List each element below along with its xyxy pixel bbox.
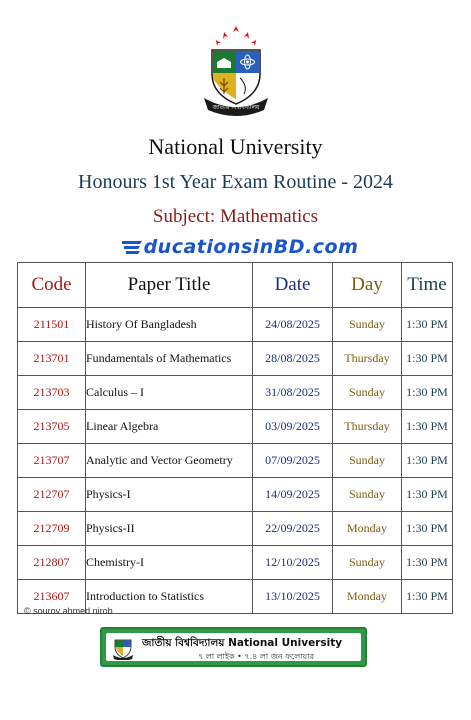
cell-time: 1:30 PM	[402, 546, 453, 580]
exam-routine-title: Honours 1st Year Exam Routine - 2024	[78, 171, 393, 193]
table-row	[18, 546, 453, 580]
cell-title: Introduction to Statistics	[86, 580, 253, 614]
cell-code: 213705	[18, 410, 86, 444]
cell-date: 03/09/2025	[253, 410, 333, 444]
cell-time: 1:30 PM	[402, 342, 453, 376]
cell-day: Sunday	[333, 444, 402, 478]
cell-title: Chemistry-I	[86, 546, 253, 580]
cell-code: 212807	[18, 546, 86, 580]
table-row	[18, 308, 453, 342]
cell-title: Calculus – I	[86, 376, 253, 410]
cell-code: 213607	[18, 580, 86, 614]
cell-day: Monday	[333, 580, 402, 614]
cell-date: 13/10/2025	[253, 580, 333, 614]
cell-day: Sunday	[333, 478, 402, 512]
cell-day: Thursday	[333, 342, 402, 376]
cell-title: Physics-I	[86, 478, 253, 512]
cell-day: Sunday	[333, 376, 402, 410]
cell-date: 12/10/2025	[253, 546, 333, 580]
table-row	[18, 444, 453, 478]
watermark-text: ducationsinBD.com	[143, 236, 359, 258]
cell-date: 31/08/2025	[253, 376, 333, 410]
cell-day: Sunday	[333, 546, 402, 580]
cell-code: 212707	[18, 478, 86, 512]
national-university-seal-icon	[198, 22, 274, 118]
cell-title: History Of Bangladesh	[86, 308, 253, 342]
header-date: Date	[253, 263, 333, 308]
cell-date: 22/09/2025	[253, 512, 333, 546]
header-paper-title: Paper Title	[86, 263, 253, 308]
stylized-E-icon	[122, 239, 144, 255]
national-university-seal-icon	[112, 636, 134, 660]
educationsinbd-watermark	[110, 236, 370, 262]
cell-time: 1:30 PM	[402, 376, 453, 410]
cell-time: 1:30 PM	[402, 478, 453, 512]
author-credit: © sourov ahmed nirob	[24, 606, 113, 616]
header-day: Day	[333, 263, 402, 308]
table-row	[18, 478, 453, 512]
cell-time: 1:30 PM	[402, 410, 453, 444]
table-row	[18, 512, 453, 546]
cell-code: 213703	[18, 376, 86, 410]
exam-routine-table	[17, 262, 453, 614]
header-code: Code	[18, 263, 86, 308]
cell-date: 24/08/2025	[253, 308, 333, 342]
cell-code: 213701	[18, 342, 86, 376]
cell-time: 1:30 PM	[402, 580, 453, 614]
cell-day: Thursday	[333, 410, 402, 444]
cell-code: 212709	[18, 512, 86, 546]
cell-time: 1:30 PM	[402, 512, 453, 546]
cell-date: 28/08/2025	[253, 342, 333, 376]
cell-code: 213707	[18, 444, 86, 478]
table-row	[18, 342, 453, 376]
cell-date: 14/09/2025	[253, 478, 333, 512]
cell-title: Fundamentals of Mathematics	[86, 342, 253, 376]
cell-date: 07/09/2025	[253, 444, 333, 478]
cell-title: Physics-II	[86, 512, 253, 546]
banner-followers: ৭ লা লাইক • ৭.৪ লা জন ফলোয়ার	[198, 652, 314, 661]
header-time: Time	[402, 263, 453, 308]
cell-day: Sunday	[333, 308, 402, 342]
cell-code: 211501	[18, 308, 86, 342]
national-university-page-banner[interactable]	[100, 627, 367, 667]
cell-time: 1:30 PM	[402, 444, 453, 478]
banner-page-name: জাতীয় বিশ্ববিদ্যালয় National University	[142, 637, 343, 649]
svg-text:জাতীয় বিশ্ববিদ্যালয়: জাতীয় বিশ্ববিদ্যালয়	[212, 104, 260, 111]
subject-title: Subject: Mathematics	[152, 206, 319, 227]
table-row	[18, 410, 453, 444]
university-name: National University	[148, 134, 323, 159]
cell-title: Analytic and Vector Geometry	[86, 444, 253, 478]
cell-day: Monday	[333, 512, 402, 546]
banner-inner	[106, 633, 361, 661]
cell-time: 1:30 PM	[402, 308, 453, 342]
table-row	[18, 376, 453, 410]
table-header-row	[18, 263, 453, 308]
cell-title: Linear Algebra	[86, 410, 253, 444]
